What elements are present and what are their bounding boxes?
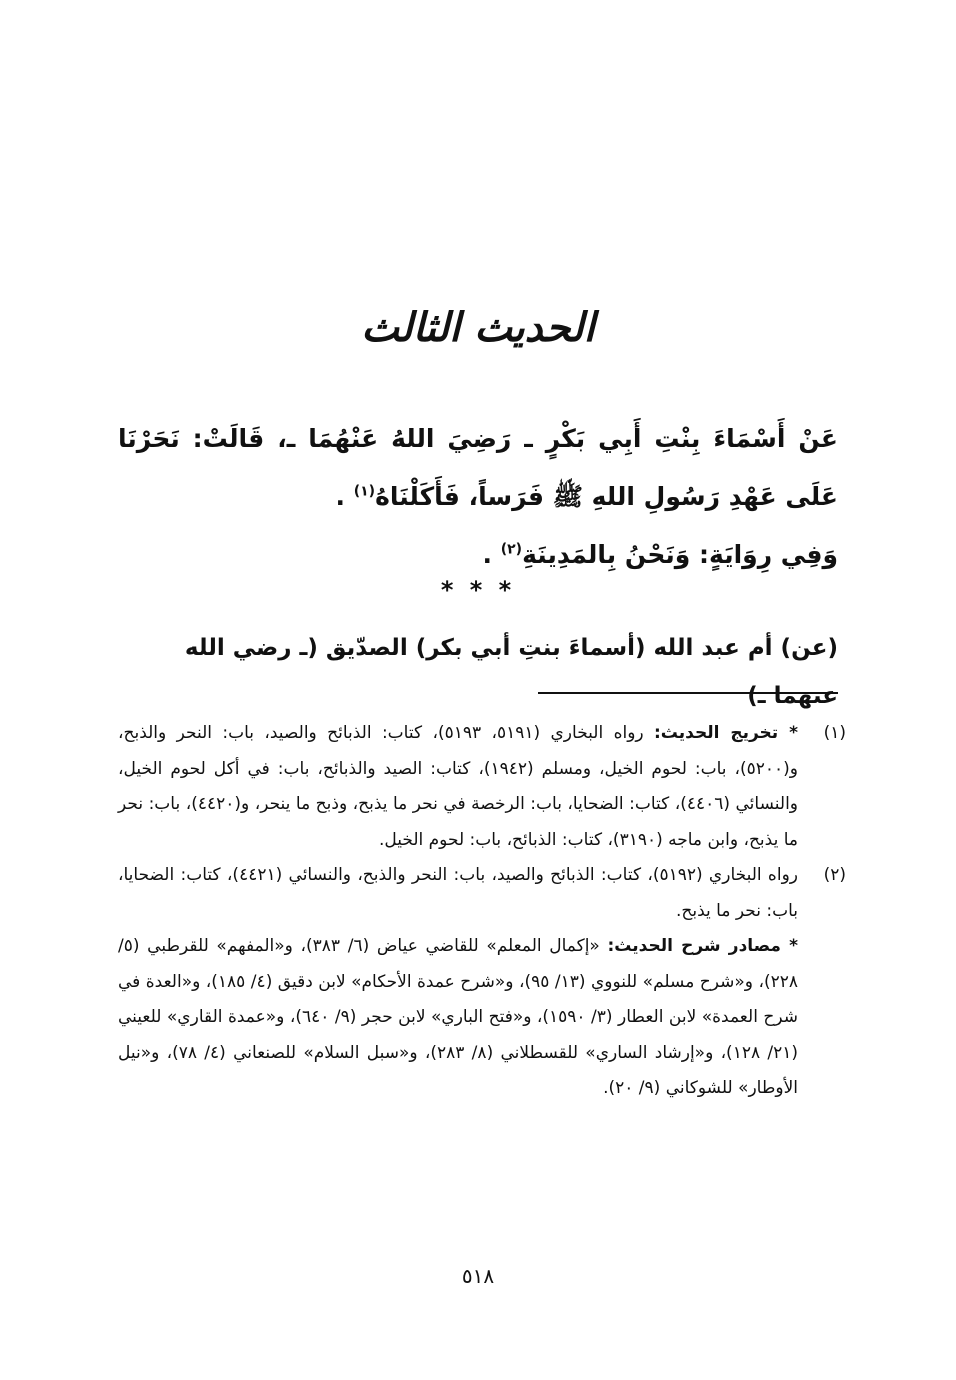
hadith-main [118, 410, 838, 526]
footnote-number: (٢) [823, 865, 846, 885]
sources-text: «إكمال المعلم» للقاضي عياض (٦/ ٣٨٣)، و«المفهم» للقرطبي (٥/ ٢٢٨)، و«شرح مسلم» للنووي (١٣/ ٩٥)، و«شرح عمدة الأحكام» لابن دقيق (٤/ ١٨٥)، و«العدة في شرح العمدة» لابن العطار (٣/ ١٥٩٠)، و«فتح الباري» لابن حجر (٩/ ٦٤٠)، و«عمدة القاري» للعيني (٢١/ ١٢٨)، و«إرشاد الساري» للقسطلاني (٨/ ٢٨٣)، و«سبل السلام» للصنعاني (٤/ ٧٨)، و«نيل الأوطار» للشوكاني (٩/ ٢٠). [118, 936, 799, 1098]
riwaya-text: وَفِي رِوَايَةٍ: وَنَحْنُ بِالمَدِينَةِ [522, 540, 838, 569]
footnote-heading: * تخريج الحديث: [654, 723, 798, 743]
footnote-text: رواه البخاري (٥١٩١، ٥١٩٣)، كتاب: الذبائح والصيد، باب: النحر والذبح، و(٥٢٠٠)، باب: لحوم الخيل، ومسلم (١٩٤٢)، كتاب: الصيد والذبائح، باب: في أكل لحوم الخيل، والنسائي (٤٤٠٦)، كتاب: الضحايا، باب: الرخصة في نحر ما يذبح، وذبح ما ينحر، و(٤٤٢٠)، باب: نحر ما يذبح، وابن ماجه (٣١٩٠)، كتاب: الذبائح، باب: لحوم الخيل. [118, 723, 799, 850]
footnote-marker-1: (١) [353, 483, 376, 500]
footnote-number: (١) [823, 723, 846, 743]
sources-block [118, 929, 798, 1107]
footnote-marker-2: (٢) [500, 541, 523, 558]
footnotes [118, 716, 846, 1107]
hadith-title: الحديث الثالث [361, 304, 595, 351]
footnote-body [118, 716, 798, 858]
footnote-2 [118, 858, 846, 1107]
section-separator: * * * [440, 576, 516, 604]
hadith-line-end: . [335, 482, 345, 511]
commentary-text: (عن) أم عبد الله (أسماءَ بنتِ أبي بكر) الصدّيق (ـ رضي الله عنهما ـ) [184, 635, 838, 709]
footnote-body: رواه البخاري (٥١٩٢)، كتاب: الذبائح والصيد، باب: النحر والذبح، والنسائي (٤٤٢١)، كتاب: الضحايا، باب: نحر ما يذبح. [118, 865, 798, 921]
page-number: ٥١٨ [461, 1264, 495, 1288]
sources-heading: * مصادر شرح الحديث: [607, 936, 798, 956]
hadith-text [118, 410, 838, 584]
footnote-1 [118, 716, 846, 858]
footnote-rule [538, 692, 838, 694]
riwaya-end: . [482, 540, 492, 569]
hadith-line: عَنْ أَسْمَاءَ بِنْتِ أَبِي بَكْرٍ ـ رَضِيَ اللهُ عَنْهُمَا ـ، قَالَتْ: نَحَرْنَا عَلَى عَهْدِ رَسُولِ اللهِ ﷺ فَرَساً، فَأَكَلْنَاهُ [118, 424, 838, 511]
